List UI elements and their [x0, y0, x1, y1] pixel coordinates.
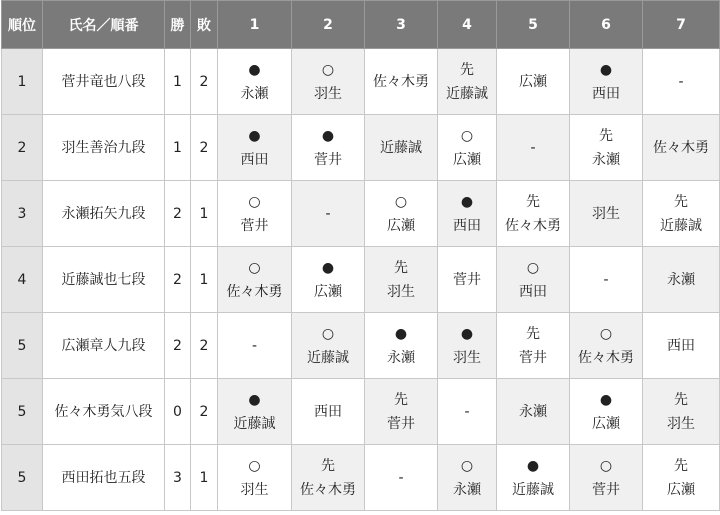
round-3-cell	[365, 379, 438, 445]
standings-body	[2, 49, 720, 511]
table-row	[2, 379, 720, 445]
rank-cell: 3	[2, 181, 43, 247]
result-mark: ●	[599, 391, 613, 408]
result-mark: ○	[460, 127, 474, 144]
opponent-name: 広瀬	[314, 283, 342, 300]
result-mark: ●	[460, 325, 474, 342]
losses-cell: 2	[191, 49, 218, 115]
opponent-name: 菅井	[314, 151, 342, 168]
round-6-cell	[570, 115, 643, 181]
result-mark: 先	[674, 391, 688, 408]
opponent-name: 羽生	[387, 283, 415, 300]
opponent-name: 羽生	[453, 349, 481, 366]
result-mark: 先	[394, 259, 408, 276]
result-mark: ○	[248, 457, 261, 474]
round-4-cell	[438, 445, 497, 511]
round-1-cell	[218, 247, 292, 313]
opponent-name: -	[325, 205, 331, 222]
losses-header: 敗	[191, 1, 218, 49]
wins-cell: 2	[165, 313, 191, 379]
opponent-name: 広瀬	[592, 415, 620, 432]
losses-cell: 1	[191, 445, 218, 511]
round-5-cell	[497, 49, 570, 115]
opponent-name: 近藤誠	[307, 349, 349, 366]
opponent-name: 西田	[453, 217, 481, 234]
round-3-cell	[365, 49, 438, 115]
round-4-cell	[438, 181, 497, 247]
opponent-name: 永瀬	[240, 85, 269, 102]
opponent-name: 近藤誠	[233, 415, 276, 432]
round-header-2: 2	[292, 1, 365, 49]
opponent-name: 菅井	[240, 217, 269, 234]
table-row	[2, 247, 720, 313]
round-2-cell	[292, 49, 365, 115]
opponent-name: -	[398, 469, 404, 486]
round-4-cell	[438, 247, 497, 313]
wins-cell: 1	[165, 115, 191, 181]
result-mark: ○	[248, 259, 261, 276]
player-name-cell: 佐々木勇気八段	[43, 379, 165, 445]
player-name-cell: 近藤誠也七段	[43, 247, 165, 313]
result-mark: ●	[599, 61, 613, 78]
opponent-name: 佐々木勇	[373, 73, 429, 90]
opponent-name: 佐々木勇	[300, 481, 356, 498]
opponent-name: 永瀬	[592, 151, 620, 168]
opponent-name: 菅井	[387, 415, 415, 432]
result-mark: ○	[321, 325, 335, 342]
round-7-cell	[643, 49, 720, 115]
opponent-name: -	[251, 337, 258, 354]
opponent-name: 羽生	[592, 205, 620, 222]
round-header-4: 4	[438, 1, 497, 49]
round-6-cell	[570, 313, 643, 379]
round-7-cell	[643, 115, 720, 181]
result-mark: ○	[526, 259, 540, 276]
result-mark: 先	[674, 193, 688, 210]
round-header-6: 6	[570, 1, 643, 49]
round-3-cell	[365, 445, 438, 511]
round-6-cell	[570, 181, 643, 247]
player-name-cell: 永瀬拓矢九段	[43, 181, 165, 247]
round-2-cell	[292, 115, 365, 181]
opponent-name: 西田	[240, 151, 269, 168]
round-4-cell	[438, 49, 497, 115]
result-mark: ●	[248, 127, 261, 144]
round-6-cell	[570, 379, 643, 445]
rank-cell: 5	[2, 445, 43, 511]
opponent-name: 菅井	[592, 481, 620, 498]
round-7-cell	[643, 313, 720, 379]
wins-cell: 2	[165, 247, 191, 313]
round-1-cell	[218, 181, 292, 247]
rank-cell: 2	[2, 115, 43, 181]
opponent-name: 近藤誠	[380, 139, 422, 156]
wins-cell: 3	[165, 445, 191, 511]
round-7-cell	[643, 247, 720, 313]
round-header-7: 7	[643, 1, 720, 49]
opponent-name: -	[678, 73, 684, 90]
result-mark: ○	[394, 193, 408, 210]
round-2-cell	[292, 379, 365, 445]
player-name-cell: 広瀬章人九段	[43, 313, 165, 379]
wins-cell: 1	[165, 49, 191, 115]
round-2-cell	[292, 247, 365, 313]
round-3-cell	[365, 247, 438, 313]
round-3-cell	[365, 181, 438, 247]
result-mark: ○	[599, 325, 613, 342]
result-mark: 先	[599, 127, 613, 144]
losses-cell: 2	[191, 313, 218, 379]
rank-cell: 5	[2, 379, 43, 445]
wins-cell: 0	[165, 379, 191, 445]
table-row	[2, 445, 720, 511]
opponent-name: 近藤誠	[446, 85, 488, 102]
opponent-name: 佐々木勇	[505, 217, 561, 234]
losses-cell: 2	[191, 379, 218, 445]
result-mark: 先	[460, 61, 474, 78]
opponent-name: 広瀬	[519, 73, 547, 90]
round-3-cell	[365, 313, 438, 379]
result-mark: ○	[321, 61, 335, 78]
round-1-cell	[218, 379, 292, 445]
wins-cell: 2	[165, 181, 191, 247]
result-mark: ●	[526, 457, 540, 474]
round-6-cell	[570, 49, 643, 115]
player-name-cell: 西田拓也五段	[43, 445, 165, 511]
opponent-name: 西田	[519, 283, 547, 300]
result-mark: ○	[248, 193, 261, 210]
opponent-name: 広瀬	[667, 481, 695, 498]
opponent-name: 佐々木勇	[226, 283, 283, 300]
result-mark: ●	[321, 259, 335, 276]
losses-cell: 1	[191, 247, 218, 313]
rank-cell: 4	[2, 247, 43, 313]
opponent-name: 菅井	[519, 349, 547, 366]
result-mark: ○	[460, 457, 474, 474]
opponent-name: 羽生	[314, 85, 342, 102]
result-mark: 先	[674, 457, 688, 474]
result-mark: ●	[394, 325, 408, 342]
wins-header: 勝	[165, 1, 191, 49]
round-6-cell	[570, 445, 643, 511]
rank-cell: 5	[2, 313, 43, 379]
rank-header: 順位	[2, 1, 43, 49]
round-4-cell	[438, 313, 497, 379]
player-name-cell: 羽生善治九段	[43, 115, 165, 181]
rank-cell: 1	[2, 49, 43, 115]
result-mark: ●	[460, 193, 474, 210]
opponent-name: 永瀬	[387, 349, 415, 366]
losses-cell: 1	[191, 181, 218, 247]
opponent-name: 西田	[592, 85, 620, 102]
round-2-cell	[292, 313, 365, 379]
opponent-name: 西田	[314, 403, 342, 420]
round-header-1: 1	[218, 1, 292, 49]
round-1-cell	[218, 49, 292, 115]
round-7-cell	[643, 445, 720, 511]
opponent-name: 広瀬	[387, 217, 415, 234]
round-5-cell	[497, 181, 570, 247]
losses-cell: 2	[191, 115, 218, 181]
round-5-cell	[497, 115, 570, 181]
header-row	[2, 1, 720, 49]
round-header-5: 5	[497, 1, 570, 49]
table-row	[2, 181, 720, 247]
round-5-cell	[497, 247, 570, 313]
round-1-cell	[218, 115, 292, 181]
player-name-cell: 菅井竜也八段	[43, 49, 165, 115]
round-7-cell	[643, 181, 720, 247]
round-1-cell	[218, 445, 292, 511]
round-1-cell	[218, 313, 292, 379]
round-5-cell	[497, 313, 570, 379]
round-header-3: 3	[365, 1, 438, 49]
opponent-name: -	[464, 403, 470, 420]
opponent-name: 広瀬	[453, 151, 481, 168]
opponent-name: 近藤誠	[660, 217, 702, 234]
round-2-cell	[292, 181, 365, 247]
round-3-cell	[365, 115, 438, 181]
round-4-cell	[438, 115, 497, 181]
result-mark: 先	[394, 391, 408, 408]
result-mark: ●	[248, 61, 261, 78]
table-row	[2, 115, 720, 181]
result-mark: ●	[248, 391, 261, 408]
result-mark: 先	[321, 457, 335, 474]
opponent-name: 佐々木勇	[653, 139, 709, 156]
table-row	[2, 313, 720, 379]
opponent-name: 永瀬	[519, 403, 547, 420]
result-mark: ●	[321, 127, 335, 144]
round-6-cell	[570, 247, 643, 313]
round-2-cell	[292, 445, 365, 511]
opponent-name: 永瀬	[667, 271, 695, 288]
opponent-name: -	[530, 139, 536, 156]
round-5-cell	[497, 445, 570, 511]
opponent-name: 佐々木勇	[578, 349, 634, 366]
result-mark: ○	[599, 457, 613, 474]
league-standings-table	[1, 0, 720, 511]
name-header: 氏名／順番	[43, 1, 165, 49]
opponent-name: 羽生	[240, 481, 269, 498]
opponent-name: 永瀬	[453, 481, 481, 498]
opponent-name: -	[603, 271, 609, 288]
opponent-name: 羽生	[667, 415, 695, 432]
opponent-name: 近藤誠	[512, 481, 554, 498]
opponent-name: 菅井	[453, 271, 481, 288]
round-7-cell	[643, 379, 720, 445]
round-5-cell	[497, 379, 570, 445]
result-mark: 先	[526, 193, 540, 210]
result-mark: 先	[526, 325, 540, 342]
table-row	[2, 49, 720, 115]
opponent-name: 西田	[667, 337, 695, 354]
round-4-cell	[438, 379, 497, 445]
